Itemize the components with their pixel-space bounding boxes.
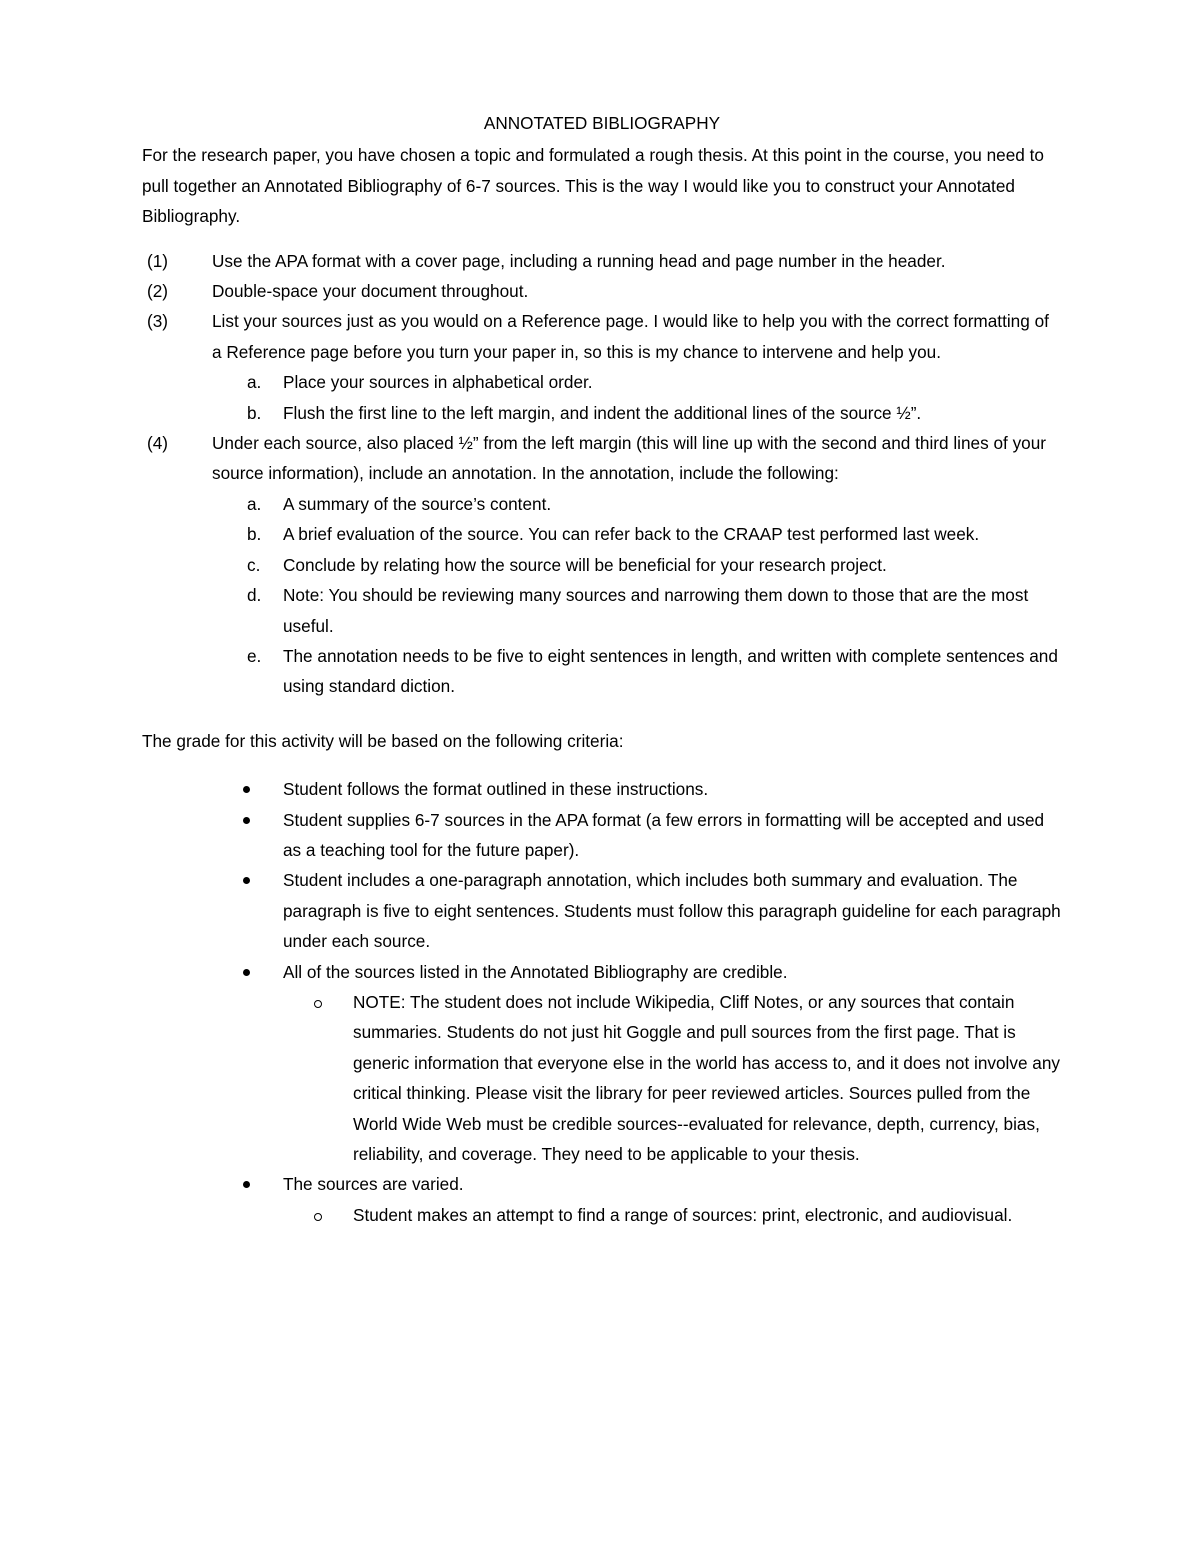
- sub-item-letter: a.: [247, 493, 262, 514]
- criteria-text: Student includes a one-paragraph annotation, which includes both summary and evaluation. The paragraph is five to eight sentences. Students must follow this paragraph guideline for each paragraph under each source.: [283, 870, 1061, 952]
- instruction-item: [142, 246, 1062, 276]
- criteria-sub-item: [283, 987, 1062, 1169]
- sub-item: [212, 550, 1062, 580]
- criteria-sub-text: Student makes an attempt to find a range of sources: print, electronic, and audiovisual.: [353, 1204, 1013, 1225]
- sub-item: [212, 580, 1062, 641]
- bullet-icon: [243, 786, 250, 793]
- sub-item: [212, 398, 1062, 428]
- item-number: (3): [147, 311, 169, 332]
- instruction-item: [142, 306, 1062, 428]
- sub-item-letter: d.: [247, 585, 262, 606]
- item-text: List your sources just as you would on a Reference page. I would like to help you with the correct formatting of a Reference page before you turn your paper in, so this is my chance to intervene and help you.: [212, 311, 1049, 362]
- criteria-sub-list: [283, 987, 1062, 1169]
- criteria-sub-list: [283, 1200, 1062, 1230]
- criteria-item: [142, 1169, 1062, 1230]
- criteria-text: The sources are varied.: [283, 1174, 464, 1195]
- item-number: (4): [147, 433, 169, 454]
- document-body: [142, 108, 1062, 1230]
- bullet-icon: [243, 877, 250, 884]
- instruction-item: [142, 428, 1062, 702]
- criteria-item: [142, 865, 1062, 956]
- criteria-list: [142, 774, 1062, 1230]
- sub-item: [212, 641, 1062, 702]
- bullet-icon: [243, 1181, 250, 1188]
- sub-list: [212, 367, 1062, 428]
- criteria-text: Student supplies 6-7 sources in the APA format (a few errors in formatting will be accepted and used as a teaching tool for the future paper).: [283, 809, 1045, 860]
- instruction-item: [142, 276, 1062, 306]
- criteria-item: [142, 805, 1062, 866]
- bullet-icon: [243, 969, 250, 976]
- criteria-text: All of the sources listed in the Annotated Bibliography are credible.: [283, 961, 788, 982]
- hollow-bullet-icon: [314, 1213, 322, 1221]
- criteria-intro: The grade for this activity will be based on the following criteria:: [142, 730, 624, 751]
- sub-item-letter: c.: [247, 554, 261, 575]
- criteria-item: [142, 774, 1062, 804]
- hollow-bullet-icon: [314, 1000, 322, 1008]
- sub-item-letter: b.: [247, 524, 262, 545]
- sub-item-text: A summary of the source’s content.: [283, 493, 552, 514]
- criteria-text: Student follows the format outlined in these instructions.: [283, 779, 709, 800]
- sub-item: [212, 489, 1062, 519]
- item-number: (2): [147, 281, 169, 302]
- intro-paragraph: For the research paper, you have chosen a topic and formulated a rough thesis. At this point in the course, you need to pull together an Annotated Bibliography of 6-7 sources. This is the way I would like you to construct your Annotated Bibliography.: [142, 145, 1044, 227]
- sub-item-text: Flush the first line to the left margin, and indent the additional lines of the source ½”.: [283, 402, 922, 423]
- sub-list: [212, 489, 1062, 702]
- sub-item-text: Note: You should be reviewing many sources and narrowing them down to those that are the most useful.: [283, 585, 1029, 636]
- sub-item-letter: e.: [247, 645, 262, 666]
- instructions-list: [142, 246, 1062, 702]
- sub-item-letter: a.: [247, 372, 262, 393]
- sub-item: [212, 367, 1062, 397]
- sub-item: [212, 519, 1062, 549]
- item-text: Use the APA format with a cover page, including a running head and page number in the header.: [212, 250, 946, 271]
- item-text: Under each source, also placed ½” from the left margin (this will line up with the second and third lines of your source information), include an annotation. In the annotation, include the following:: [212, 433, 1047, 484]
- sub-item-text: Conclude by relating how the source will be beneficial for your research project.: [283, 554, 887, 575]
- item-text: Double-space your document throughout.: [212, 281, 529, 302]
- sub-item-letter: b.: [247, 402, 262, 423]
- criteria-sub-item: [283, 1200, 1062, 1230]
- item-number: (1): [147, 250, 169, 271]
- document-title: ANNOTATED BIBLIOGRAPHY: [483, 113, 721, 133]
- criteria-sub-text: NOTE: The student does not include Wikipedia, Cliff Notes, or any sources that contain summaries. Students do not just hit Goggle and pull sources from the first page. That is generic information that everyone else in the world has access to, and it does not involve any critical thinking. Please visit the library for peer reviewed articles. Sources pulled from the World Wide Web must be credible sources--evaluated for relevance, depth, currency, bias, reliability, and coverage. They need to be applicable to your thesis.: [353, 991, 1061, 1164]
- criteria-item: [142, 957, 1062, 1170]
- bullet-icon: [243, 817, 250, 824]
- sub-item-text: Place your sources in alphabetical order.: [283, 372, 593, 393]
- sub-item-text: A brief evaluation of the source. You can refer back to the CRAAP test performed last week.: [283, 524, 980, 545]
- sub-item-text: The annotation needs to be five to eight sentences in length, and written with complete sentences and using standard diction.: [283, 645, 1058, 697]
